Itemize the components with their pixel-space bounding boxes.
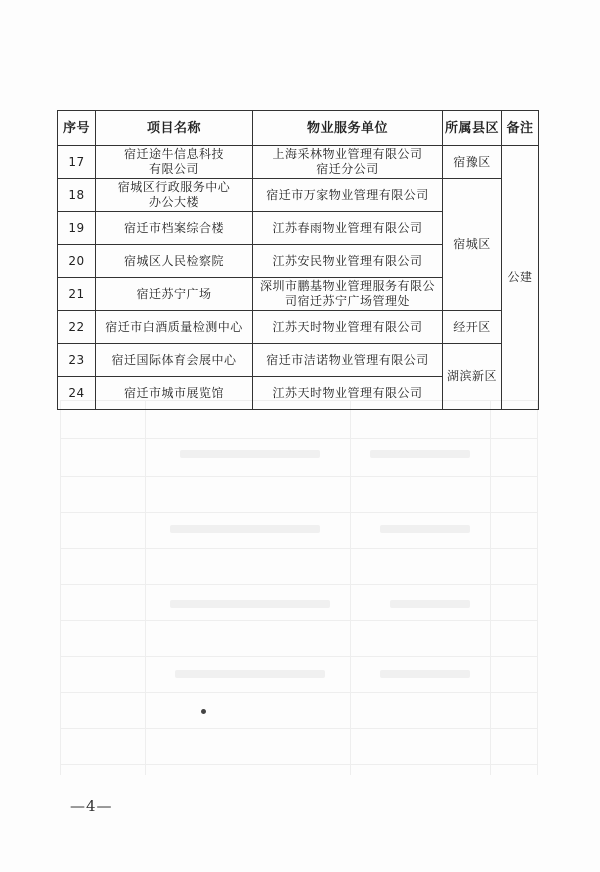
row-no: 22 [58,311,96,344]
row-project-name: 宿城区行政服务中心 办公大楼 [96,179,253,212]
row-project-name: 宿迁市城市展览馆 [96,377,253,410]
row-no: 18 [58,179,96,212]
row-service-company: 宿迁市洁诺物业管理有限公司 [253,344,443,377]
bleed-through-ghost [60,400,538,775]
row-service-company: 江苏春雨物业管理有限公司 [253,212,443,245]
row-district: 宿城区 [443,179,502,311]
row-district: 湖滨新区 [443,344,502,410]
page-number: —4— [70,797,113,815]
ink-speck [201,709,206,714]
row-service-company: 江苏天时物业管理有限公司 [253,377,443,410]
row-service-company: 江苏天时物业管理有限公司 [253,311,443,344]
row-district: 经开区 [443,311,502,344]
row-no: 17 [58,146,96,179]
row-no: 21 [58,278,96,311]
header-project-name: 项目名称 [96,111,253,146]
row-service-company: 宿迁市万家物业管理有限公司 [253,179,443,212]
header-no: 序号 [58,111,96,146]
table-row [58,311,539,344]
row-project-name: 宿城区人民检察院 [96,245,253,278]
row-no: 23 [58,344,96,377]
table-row [58,146,539,179]
row-project-name: 宿迁市档案综合楼 [96,212,253,245]
table-row [58,344,539,377]
header-remark: 备注 [502,111,539,146]
row-service-company: 深圳市鹏基物业管理服务有限公 司宿迁苏宁广场管理处 [253,278,443,311]
row-service-company: 上海采林物业管理有限公司 宿迁分公司 [253,146,443,179]
row-project-name: 宿迁市白酒质量检测中心 [96,311,253,344]
row-project-name: 宿迁国际体育会展中心 [96,344,253,377]
row-no: 19 [58,212,96,245]
row-district: 宿豫区 [443,146,502,179]
header-district: 所属县区 [443,111,502,146]
row-project-name: 宿迁途牛信息科技 有限公司 [96,146,253,179]
row-no: 20 [58,245,96,278]
header-service-company: 物业服务单位 [253,111,443,146]
row-remark: 公建 [502,146,539,410]
property-projects-table [57,110,539,410]
table-header-row [58,111,539,146]
row-service-company: 江苏安民物业管理有限公司 [253,245,443,278]
table-row [58,179,539,212]
row-project-name: 宿迁苏宁广场 [96,278,253,311]
row-no: 24 [58,377,96,410]
